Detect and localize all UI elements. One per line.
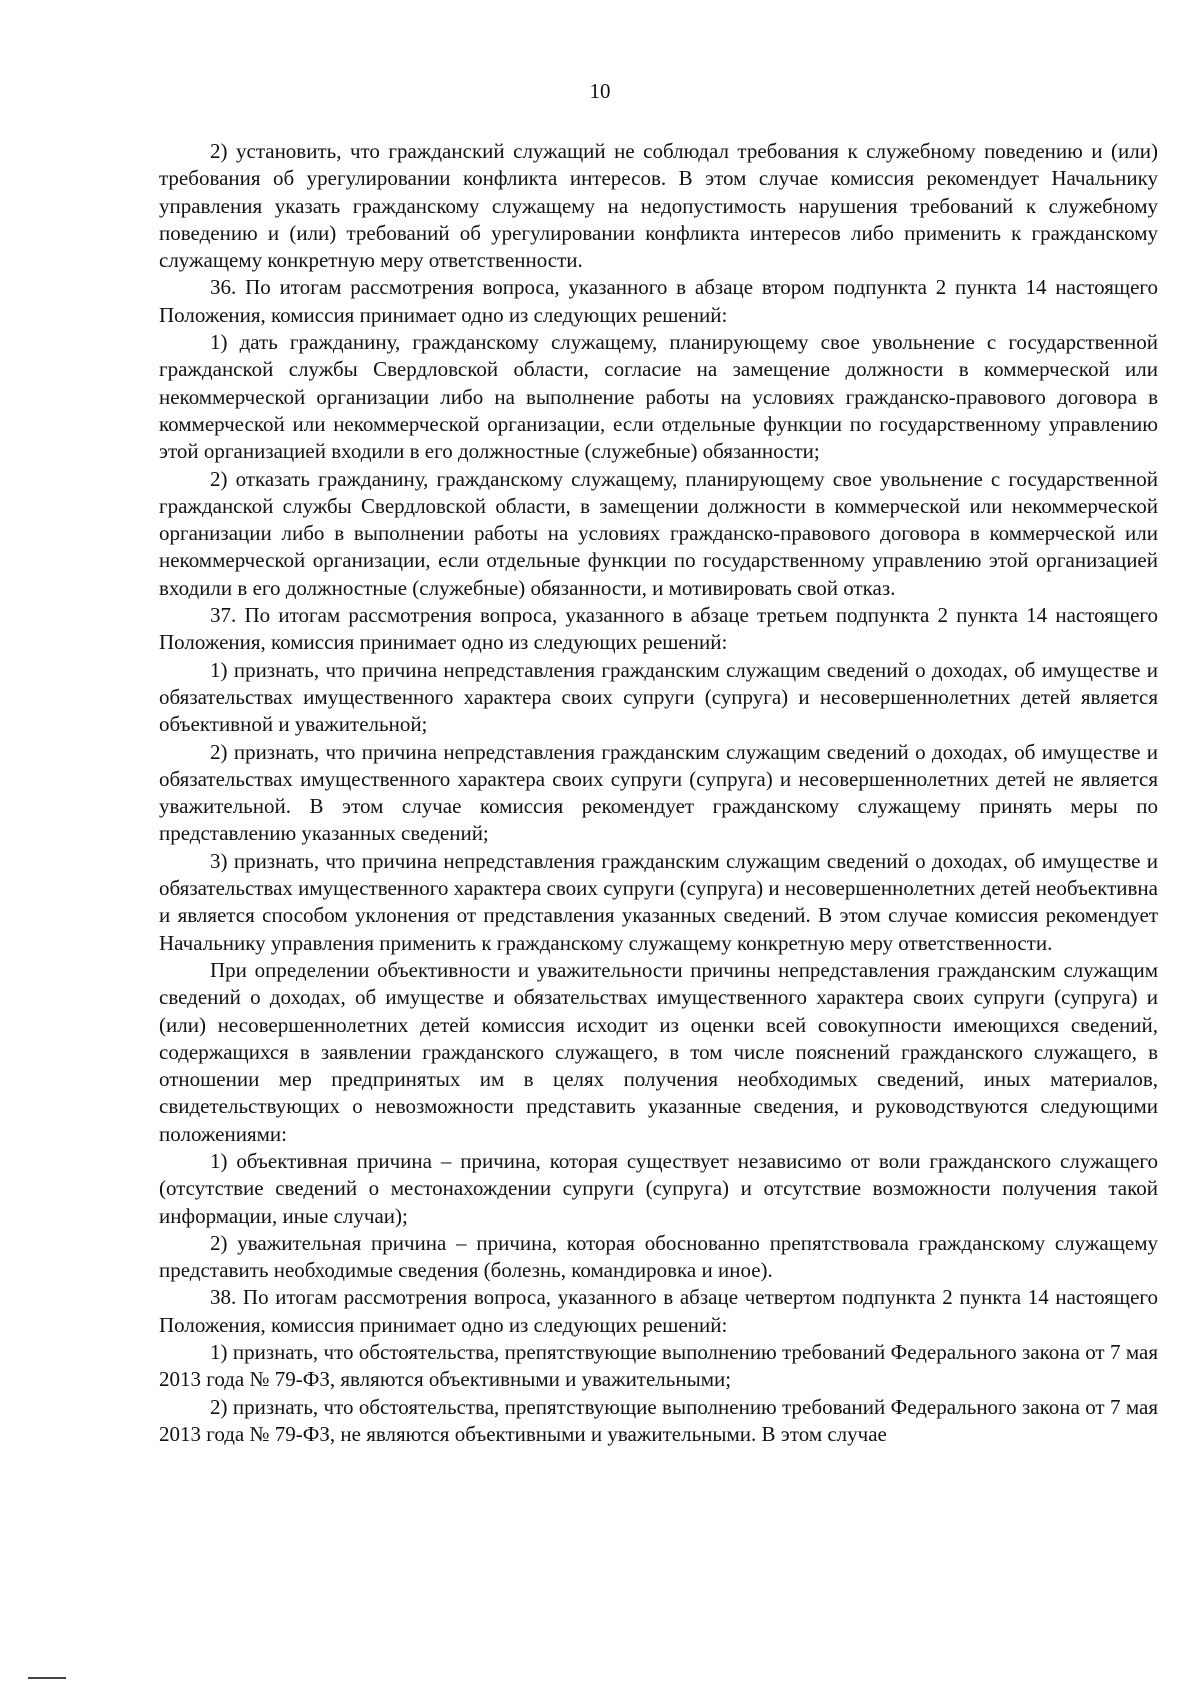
paragraph-36-item-2: 2) отказать гражданину, гражданскому служащему, планирующему свое увольнение с государственной гражданской службы Свердловской области, в замещении должности в коммерческой или некоммерческой организации либо в выполнении работы на условиях гражданско-правового договора в коммерческой или некоммерческой организации, если отдельные функции по государственному управлению этой организацией входили в его должностные (служебные) обязанности, и мотивировать свой отказ. [159,466,1158,600]
paragraph-37-criteria: При определении объективности и уважительности причины непредставления гражданским служащим сведений о доходах, об имуществе и обязательствах имущественного характера своих супруги (супруга) и (или) несовершеннолетних детей комиссия исходит из оценки всей совокупности имеющихся сведений, содержащихся в заявлении гражданского служащего, в том числе пояснений гражданского служащего, в отношении мер предпринятых им в целях получения необходимых сведений, иных материалов, свидетельствующих о невозможности представить указанные сведения, и руководствуются следующими положениями: [159,957,1158,1146]
paragraph-38-item-2: 2) признать, что обстоятельства, препятствующие выполнению требований Федерального закона от 7 мая 2013 года № 79-ФЗ, не являются объективными и уважительными. В этом случае [159,1394,1158,1446]
scan-edge-mark [28,1677,66,1679]
paragraph-37-intro: 37. По итогам рассмотрения вопроса, указанного в абзаце третьем подпункта 2 пункта 14 настоящего Положения, комиссия принимает одно из следующих решений: [159,603,1158,655]
paragraph-37-item-2: 2) признать, что причина непредставления гражданским служащим сведений о доходах, об имуществе и обязательствах имущественного характера своих супруги (супруга) и несовершеннолетних детей не является уважительной. В этом случае комиссия рекомендует гражданскому служащему принять меры по представлению указанных сведений; [159,739,1158,846]
paragraph-38-intro: 38. По итогам рассмотрения вопроса, указанного в абзаце четвертом подпункта 2 пункта 14 настоящего Положения, комиссия принимает одно из следующих решений: [159,1285,1158,1337]
document-body [159,138,1158,1448]
paragraph-38-item-1: 1) признать, что обстоятельства, препятствующие выполнению требований Федерального закона от 7 мая 2013 года № 79-ФЗ, являются объективными и уважительными; [159,1340,1158,1392]
paragraph-36-intro: 36. По итогам рассмотрения вопроса, указанного в абзаце втором подпункта 2 пункта 14 настоящего Положения, комиссия принимает одно из следующих решений: [159,275,1158,327]
paragraph-37-item-3: 3) признать, что причина непредставления гражданским служащим сведений о доходах, об имуществе и обязательствах имущественного характера своих супруги (супруга) и несовершеннолетних детей необъективна и является способом уклонения от представления указанных сведений. В этом случае комиссия рекомендует Начальнику управления применить к гражданскому служащему конкретную меру ответственности. [159,848,1158,955]
paragraph-37-objective-reason: 1) объективная причина – причина, которая существует независимо от воли гражданского служащего (отсутствие сведений о местонахождении супруги (супруга) и отсутствие возможности получения такой информации, иные случаи); [159,1148,1158,1228]
page-number: 10 [589,79,611,103]
paragraph-37-item-1: 1) признать, что причина непредставления гражданским служащим сведений о доходах, об имуществе и обязательствах имущественного характера своих супруги (супруга) и несовершеннолетних детей является объективной и уважительной; [159,657,1158,737]
paragraph-37-valid-reason: 2) уважительная причина – причина, которая обоснованно препятствовала гражданскому служащему представить необходимые сведения (болезнь, командировка и иное). [159,1230,1158,1283]
paragraph-36-item-1: 1) дать гражданину, гражданскому служащему, планирующему свое увольнение с государственной гражданской службы Свердловской области, согласие на замещение должности в коммерческой или некоммерческой организации либо на выполнение работы на условиях гражданско-правового договора в коммерческой или некоммерческой организации, если отдельные функции по государственному управлению этой организацией входили в его должностные (служебные) обязанности; [159,330,1158,464]
paragraph-35-item-2: 2) установить, что гражданский служащий не соблюдал требования к служебному поведению и (или) требования об урегулировании конфликта интересов. В этом случае комиссия рекомендует Начальнику управления указать гражданскому служащему на недопустимость нарушения требований к служебному поведению и (или) требований об урегулировании конфликта интересов либо применить к гражданскому служащему конкретную меру ответственности. [159,139,1158,273]
